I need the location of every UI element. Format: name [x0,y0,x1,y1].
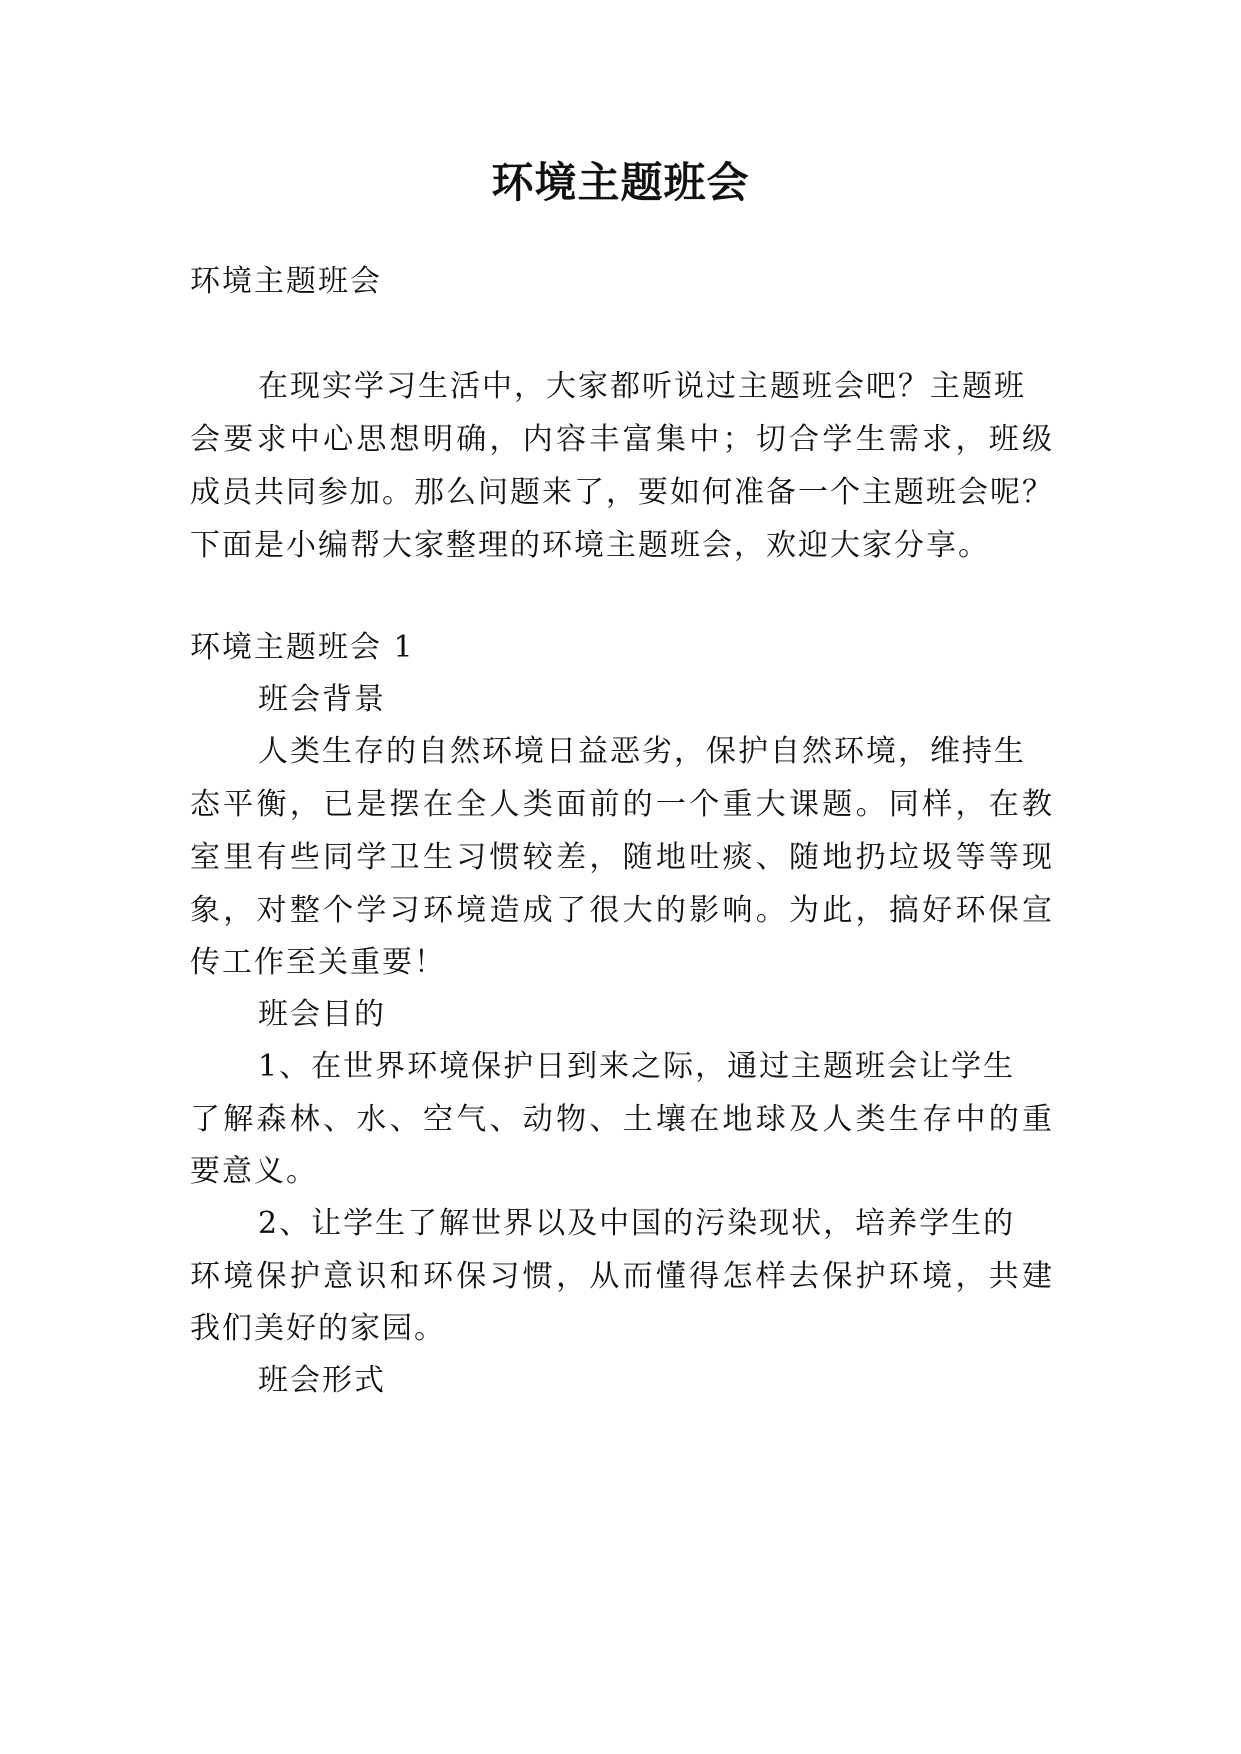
purpose-item-1-line: 1、在世界环境保护日到来之际，通过主题班会让学生 [258,1049,1016,1084]
purpose-heading: 班会目的 [258,997,386,1032]
purpose-item-2-line: 2、让学生了解世界以及中国的污染现状，培养学生的 [258,1206,1016,1241]
background-line: 传工作至关重要！ [190,945,446,980]
background-heading: 班会背景 [258,682,386,717]
purpose-item-1-line: 要意义。 [190,1154,318,1189]
background-line: 室里有些同学卫生习惯较差，随地吐痰、随地扔垃圾等等现 [190,840,1052,875]
document-title: 环境主题班会 [491,158,750,207]
intro-line: 在现实学习生活中，大家都听说过主题班会吧？主题班 [258,369,1026,404]
intro-line: 下面是小编帮大家整理的环境主题班会，欢迎大家分享。 [190,528,990,563]
form-heading: 班会形式 [258,1363,386,1398]
intro-line: 会要求中心思想明确，内容丰富集中；切合学生需求，班级 [190,422,1052,457]
purpose-item-2-line: 环境保护意识和环保习惯，从而懂得怎样去保护环境，共建 [190,1259,1052,1294]
intro-line: 成员共同参加。那么问题来了，要如何准备一个主题班会呢？ [190,475,1052,510]
document-subtitle: 环境主题班会 [190,264,382,299]
purpose-item-1-line: 了解森林、水、空气、动物、土壤在地球及人类生存中的重 [190,1102,1052,1137]
background-line: 人类生存的自然环境日益恶劣，保护自然环境，维持生 [258,734,1026,769]
background-line: 象，对整个学习环境造成了很大的影响。为此，搞好环保宣 [190,893,1052,928]
purpose-item-2-line: 我们美好的家园。 [190,1311,446,1346]
background-line: 态平衡，已是摆在全人类面前的一个重大课题。同样，在教 [190,787,1052,822]
section-heading: 环境主题班会 1 [190,630,415,665]
